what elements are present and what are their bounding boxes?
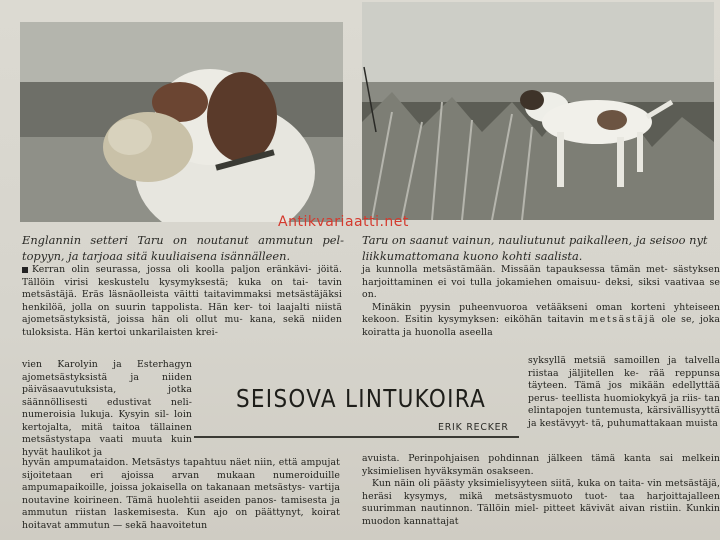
paragraph-bullet-icon xyxy=(22,267,28,273)
column1-top-text xyxy=(22,264,342,339)
photo-setter-retrieving xyxy=(20,22,343,222)
title-divider xyxy=(194,436,519,438)
article-author: ERIK RECKER xyxy=(438,422,509,433)
column1-wrapped-text: vien Karolyin ja Esterhagyn ajometsästyksistä ja niiden päiväsaavutuksista, jotka säännöllisesti edustivat neli- numeroisia lukuja. Kysyin sil- loin kertojalta, mitä taitoa tällainen metsästystapa vaati muuta kuin hyvät haulikot ja xyxy=(22,359,192,458)
watermark-text: Antikvariaatti.net xyxy=(278,214,409,230)
caption-left: Englannin setteri Taru on noutanut ammutun pel- topyyn, ja tarjoaa sitä kuuliaisena isännälleen. xyxy=(22,233,344,263)
article-title: SEISOVA LINTUKOIRA xyxy=(236,384,487,413)
column2-paragraph-2 xyxy=(362,302,720,340)
column2-paragraph-3: Kun näin oli päästy yksimielisyyteen siitä, kuka on taita- vin metsästäjä, heräsi kysymys, mikä metsästysmuoto tuot- taa harjoittajalleen suurimman nautinnon. Tällöin miel- pitteet kävivät aivan ristiin. Kunkin muodon kannattajat xyxy=(362,478,720,527)
column2-top-text xyxy=(362,264,720,339)
column2-paragraph-1: ja kunnolla metsästämään. Missään tapauksessa tämän met- sästyksen harjoittaminen ei voi tulla jokamiehen omaisuu- deksi, siksi vaativaa se on. xyxy=(362,264,720,300)
column2-narrow-text: syksyllä metsiä samoillen ja talvella riistaa jäljitellen ke- rää reppunsa täyteen. Tämä jos mikään edellyttää perus- teellista huomiokykyä ja riis- tan elintapojen tuntemusta, kärsivällisyyttä ja kestävyyt- tä, puhumattakaan muista xyxy=(528,355,720,429)
column2-paragraph-bottom: avuista. Perinpohjaisen pohdinnan jälkeen tämä kanta sai melkein yksimielisen hyväksymän osakseen. xyxy=(362,453,720,477)
column1-bottom-text: hyvän ampumataidon. Metsästys tapahtuu näet niin, että ampujat sijoitetaan eri ajoissa arvan mukaan numeroiduille ampumapaikoille, joissa jokaisella on takanaan metsästys- vartija noutavine koirineen. Tämä huolehtii aseiden panos- tamisesta ja ammutun riistan laskemisesta. Kun ajo on päättynyt, koirat hoitavat ammutun — sekä haavoitetun xyxy=(22,457,340,531)
emphasized-word: metsästäjä xyxy=(589,314,657,325)
caption-right: Taru on saanut vainun, nauliutunut paikalleen, ja seisoo nyt liikkumattomana kuono kohti saalista. xyxy=(362,233,708,263)
column2-paragraph-2-start: Minäkin pyysin puheenvuoroa vetääkseni oman korteni yhteiseen kekoon. Esitin kysymyksen: eiköhän taitavin xyxy=(362,301,720,325)
column1-top-paragraph: Kerran olin seurassa, jossa oli koolla paljon eränkävi- jöitä. Tällöin virisi keskustelu kysymyksestä; kuka on tai- tavin metsästäjä. Eräs läsnäolleista väitti taitavimmaksi metsästäjäksi henkilöä, jolla on suurin tappolista. Hän ker- toi laajalti niistä ajometsästyksistä, joissa hän oli ollut mu- kana, sekä niiden tuloksista. Hän kertoi unkarilaisten krei- xyxy=(22,264,342,338)
column2-paragraph-2-end: ole se, joka koiratta ja huonolla aseella xyxy=(362,314,720,338)
photo-setter-pointing xyxy=(362,2,714,220)
column2-bottom-text xyxy=(362,453,720,528)
